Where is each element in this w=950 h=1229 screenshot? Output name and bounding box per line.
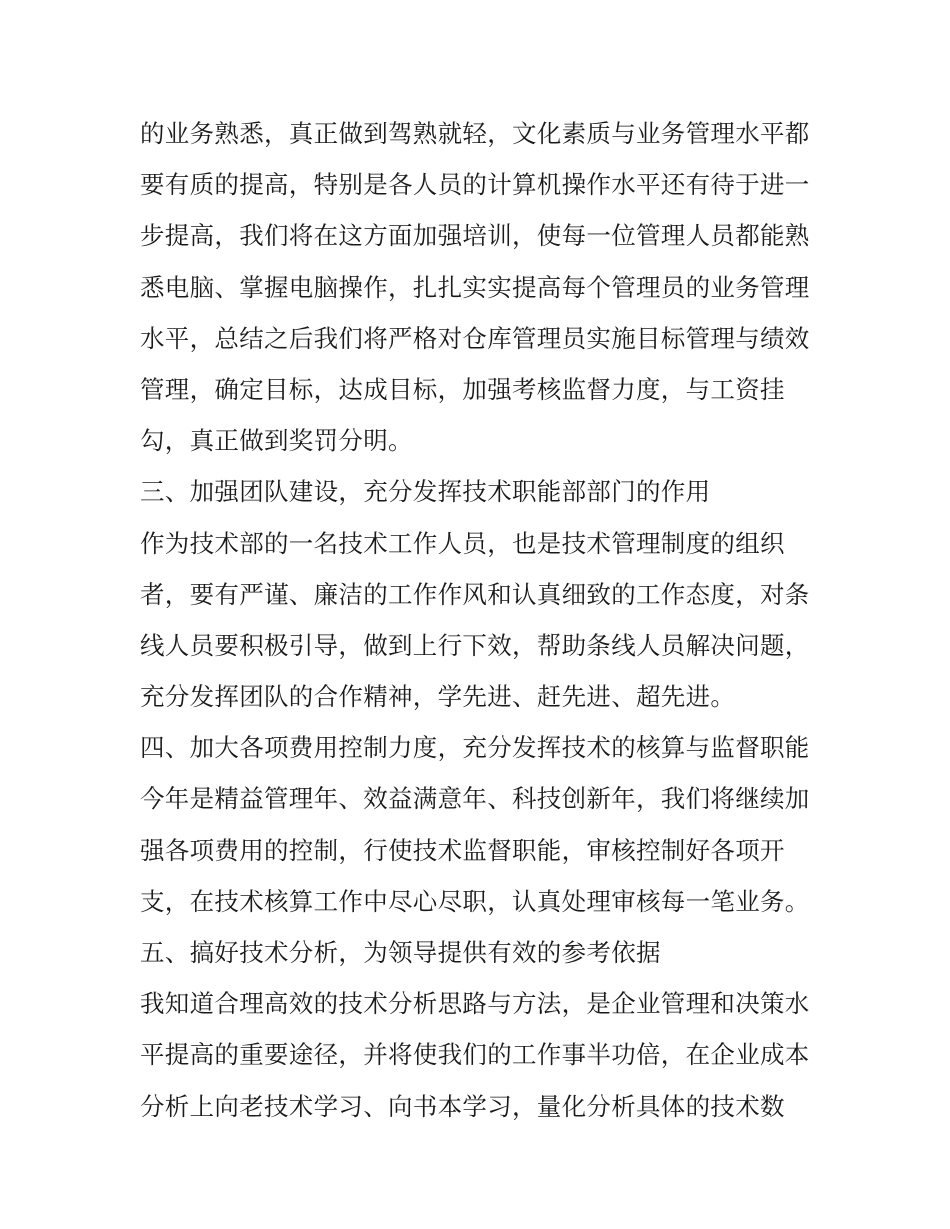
paragraph-line: 充分发挥团队的合作精神，学先进、赶先进、超先进。: [140, 682, 736, 712]
paragraph-line: 我知道合理高效的技术分析思路与方法，是企业管理和决策水: [140, 989, 810, 1019]
paragraph-line: 步提高，我们将在这方面加强培训，使每一位管理人员都能熟: [140, 221, 810, 251]
paragraph-line: 平提高的重要途径，并将使我们的工作事半功倍，在企业成本: [140, 1040, 810, 1070]
paragraph-line: 的业务熟悉，真正做到驾熟就轻，文化素质与业务管理水平都: [140, 119, 810, 148]
section-heading-5: 五、搞好技术分析，为领导提供有效的参考依据: [140, 938, 661, 967]
paragraph-line: 作为技术部的一名技术工作人员，也是技术管理制度的组织: [140, 528, 785, 558]
paragraph-line: 线人员要积极引导，做到上行下效，帮助条线人员解决问题，: [140, 630, 810, 660]
paragraph-line: 管理，确定目标，达成目标，加强考核监督力度，与工资挂: [140, 374, 785, 404]
paragraph-line: 支，在技术核算工作中尽心尽职，认真处理审核每一笔业务。: [140, 886, 810, 916]
paragraph-line: 水平，总结之后我们将严格对仓库管理员实施目标管理与绩效: [140, 323, 810, 353]
paragraph-line: 要有质的提高，特别是各人员的计算机操作水平还有待于进一: [140, 170, 810, 200]
paragraph-line: 勾，真正做到奖罚分明。: [140, 426, 413, 456]
document-page: [140, 108, 820, 1132]
section-heading-3: 三、加强团队建设，充分发挥技术职能部部门的作用: [140, 477, 711, 507]
paragraph-line: 强各项费用的控制，行使技术监督职能，审核控制好各项开: [140, 835, 785, 865]
paragraph-line: 悉电脑、掌握电脑操作，扎扎实实提高每个管理员的业务管理: [140, 272, 810, 302]
paragraph-line: 分析上向老技术学习、向书本学习，量化分析具体的技术数: [140, 1091, 785, 1121]
paragraph-line: 今年是精益管理年、效益满意年、科技创新年，我们将继续加: [140, 784, 810, 814]
paragraph-line: 者，要有严谨、廉洁的工作作风和认真细致的工作态度，对条: [140, 579, 810, 609]
section-heading-4: 四、加大各项费用控制力度，充分发挥技术的核算与监督职能: [140, 733, 810, 763]
